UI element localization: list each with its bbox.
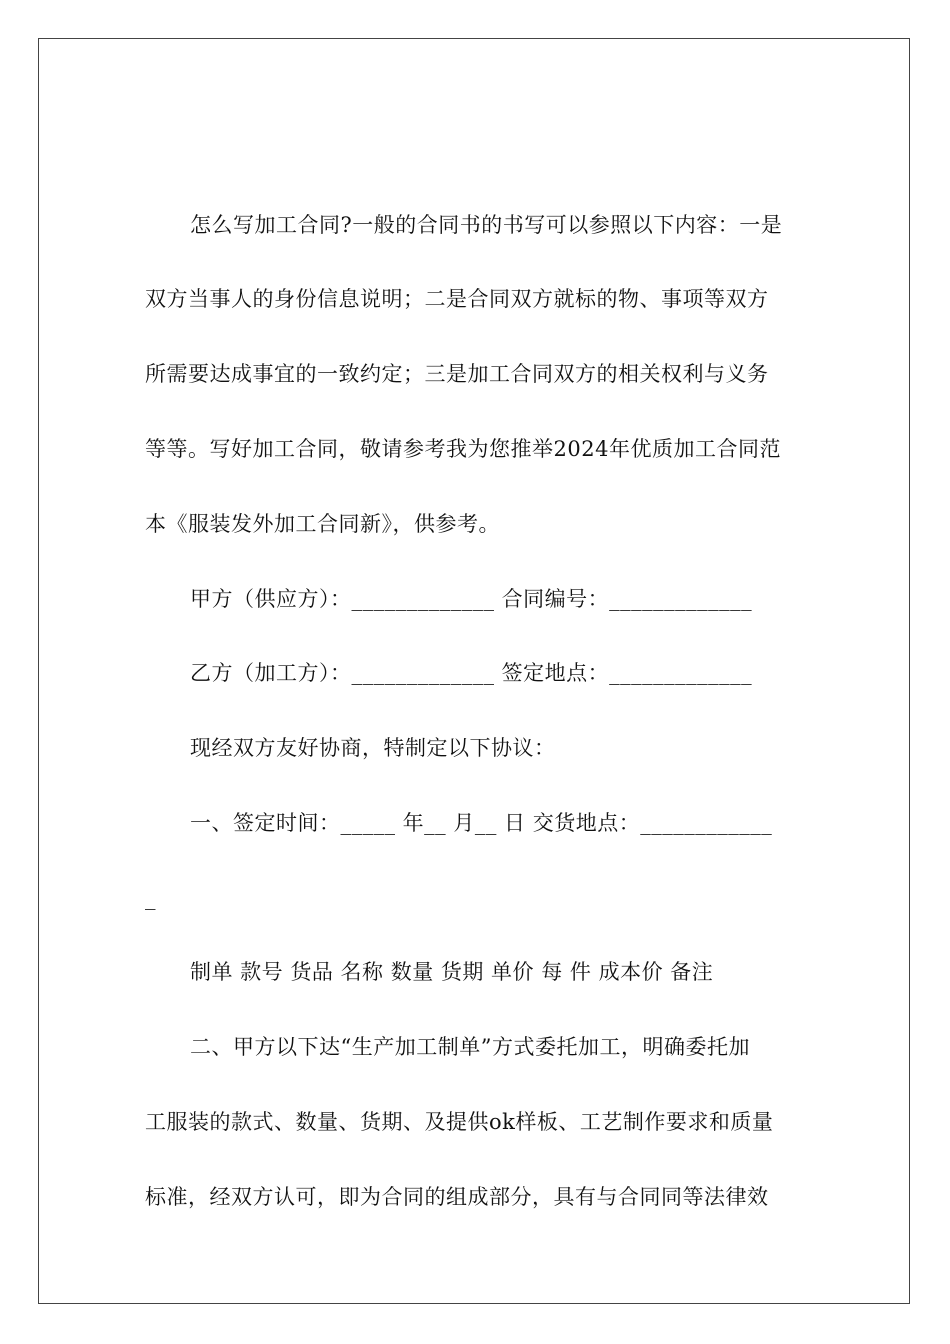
clause-2-line-1: 二、甲方以下达“生产加工制单”方式委托加工，明确委托加 — [190, 1035, 750, 1059]
paragraph-intro-line-3: 所需要达成事宜的一致约定；三是加工合同双方的相关权利与义务 — [145, 362, 769, 386]
paragraph-intro-line-5: 本《服装发外加工合同新》，供参考。 — [145, 512, 500, 536]
party-b-line: 乙方（加工方）：_____________ 签定地点：_____________ — [190, 661, 753, 685]
party-a-line: 甲方（供应方）：_____________ 合同编号：_____________ — [190, 587, 753, 611]
paragraph-intro-line-1: 怎么写加工合同?一般的合同书的书写可以参照以下内容：一是 — [190, 213, 783, 237]
paragraph-intro-line-2: 双方当事人的身份信息说明；二是合同双方就标的物、事项等双方 — [145, 287, 769, 311]
clause-2-line-3: 标准，经双方认可，即为合同的组成部分，具有与合同同等法律效 — [145, 1185, 769, 1209]
agreement-intro-line: 现经双方友好协商，特制定以下协议： — [190, 736, 556, 760]
clause-1-continuation: _ — [145, 886, 156, 910]
table-header-line: 制单 款号 货品 名称 数量 货期 单价 每 件 成本价 备注 — [190, 960, 714, 984]
clause-1-line: 一、签定时间：_____ 年__ 月__ 日 交货地点：____________ — [190, 811, 773, 835]
paragraph-intro-line-4: 等等。写好加工合同，敬请参考我为您推举2024年优质加工合同范 — [145, 437, 781, 461]
clause-2-line-2: 工服装的款式、数量、货期、及提供ok样板、工艺制作要求和质量 — [145, 1110, 774, 1134]
